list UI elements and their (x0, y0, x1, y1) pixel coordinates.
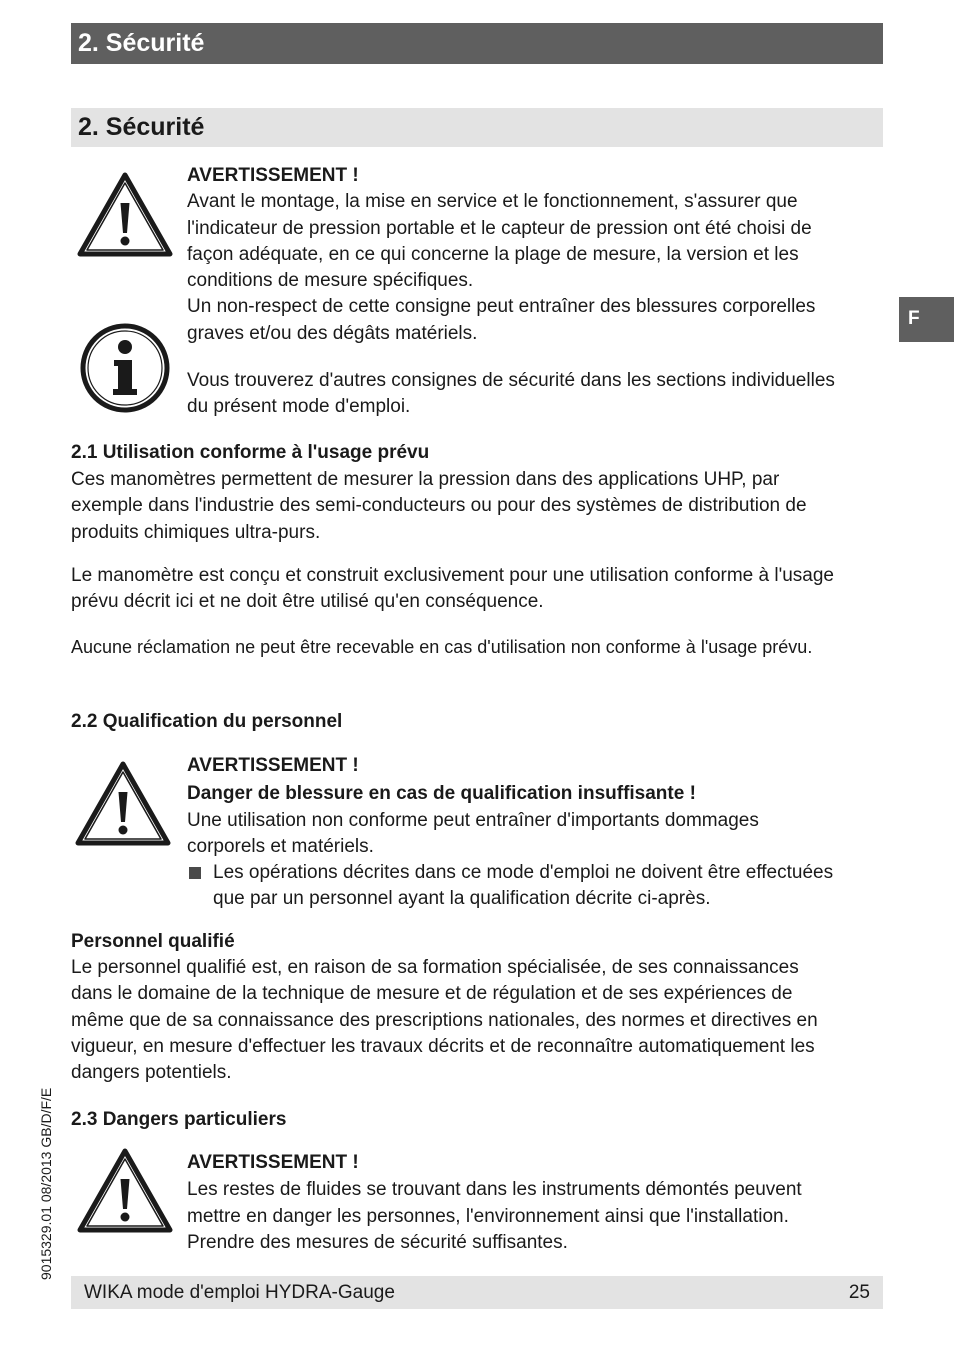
document-code: 9015329.01 08/2013 GB/D/F/E (38, 1087, 54, 1280)
warning-3-line: Prendre des mesures de sécurité suffisantes. (187, 1231, 568, 1253)
warning-1-block (187, 163, 887, 347)
paragraph-line: prévu décrit ici et ne doit être utilisé qu'en conséquence. (71, 591, 544, 613)
paragraph-line: exemple dans l'industrie des semi-conducteurs ou pour des systèmes de distribution de (71, 495, 807, 517)
warning-triangle-icon (75, 760, 171, 847)
warning-2-line: corporels et matériels. (187, 835, 374, 857)
qualified-personnel-paragraph (71, 955, 891, 1086)
footer-title: WIKA mode d'emploi HYDRA-Gauge (84, 1282, 395, 1303)
warning-1-line: graves et/ou des dégâts matériels. (187, 322, 478, 344)
warning-triangle-icon (77, 1147, 173, 1234)
warning-1-line: l'indicateur de pression portable et le capteur de pression ont été choisi de (187, 217, 812, 239)
warning-1-line: Un non-respect de cette consigne peut entraîner des blessures corporelles (187, 296, 816, 318)
qualified-personnel-heading: Personnel qualifié (71, 931, 235, 952)
warning-1-title: AVERTISSEMENT ! (187, 165, 359, 186)
warning-2-bullet (187, 860, 887, 913)
warning-1-line: façon adéquate, en ce qui concerne la plage de mesure, la version et les (187, 243, 799, 265)
warning-2-title: AVERTISSEMENT ! (187, 755, 359, 776)
bullet-square-icon (189, 867, 201, 879)
page-number: 25 (848, 1282, 870, 1303)
warning-2-block (187, 753, 887, 913)
info-1-block (187, 368, 887, 421)
paragraph-line: vigueur, en mesure d'effectuer les travaux décrits et de reconnaître automatiquement les (71, 1035, 815, 1057)
paragraph-line: Le personnel qualifié est, en raison de sa formation spécialisée, de ses connaissances (71, 957, 799, 978)
info-1-line: du présent mode d'emploi. (187, 396, 411, 418)
warning-3-block (187, 1150, 887, 1256)
bullet-line: que par un personnel ayant la qualification décrite ci-après. (213, 888, 711, 910)
paragraph-line: dangers potentiels. (71, 1062, 232, 1084)
section-title: 2. Sécurité (78, 113, 205, 141)
section-2-1-paragraph-2 (71, 563, 891, 616)
paragraph-line: Ces manomètres permettent de mesurer la pression dans des applications UHP, par (71, 469, 780, 490)
warning-1-line: Avant le montage, la mise en service et le fonctionnement, s'assurer que (187, 191, 798, 213)
warning-2-line: Une utilisation non conforme peut entraîner d'importants dommages (187, 809, 759, 831)
warning-3-line: mettre en danger les personnes, l'environnement ainsi que l'installation. (187, 1205, 789, 1227)
warning-1-line: conditions de mesure spécifiques. (187, 270, 474, 292)
info-1-line: Vous trouverez d'autres consignes de sécurité dans les sections individuelles (187, 370, 835, 391)
paragraph-line: même que de sa connaissance des prescriptions nationales, des normes et directives en (71, 1009, 818, 1031)
page-footer (71, 1276, 883, 1309)
section-2-1-heading: 2.1 Utilisation conforme à l'usage prévu (71, 442, 430, 463)
language-tab (899, 297, 954, 342)
paragraph-line: produits chimiques ultra-purs. (71, 521, 321, 543)
paragraph-line: Le manomètre est conçu et construit exclusivement pour une utilisation conforme à l'usage (71, 565, 834, 586)
section-2-2-heading: 2.2 Qualification du personnel (71, 711, 343, 732)
paragraph-line: dans le domaine de la technique de mesure et de régulation et de ses expériences de (71, 983, 793, 1005)
warning-triangle-icon (77, 171, 173, 258)
section-2-3-heading: 2.3 Dangers particuliers (71, 1109, 287, 1130)
warning-3-title: AVERTISSEMENT ! (187, 1152, 359, 1173)
info-circle-icon (80, 323, 170, 413)
warning-3-line: Les restes de fluides se trouvant dans les instruments démontés peuvent (187, 1179, 802, 1201)
language-tab-label: F (908, 308, 920, 329)
section-title-bar (71, 108, 883, 147)
section-2-1-paragraph-1 (71, 467, 891, 546)
warning-2-subtitle: Danger de blessure en cas de qualification insuffisante ! (187, 783, 696, 805)
bullet-line: Les opérations décrites dans ce mode d'emploi ne doivent être effectuées (213, 862, 834, 884)
page-header-title: 2. Sécurité (78, 29, 205, 57)
section-2-1-paragraph-3: Aucune réclamation ne peut être recevable en cas d'utilisation non conforme à l'usage prévu. (71, 637, 813, 657)
page-header-bar (71, 23, 883, 64)
